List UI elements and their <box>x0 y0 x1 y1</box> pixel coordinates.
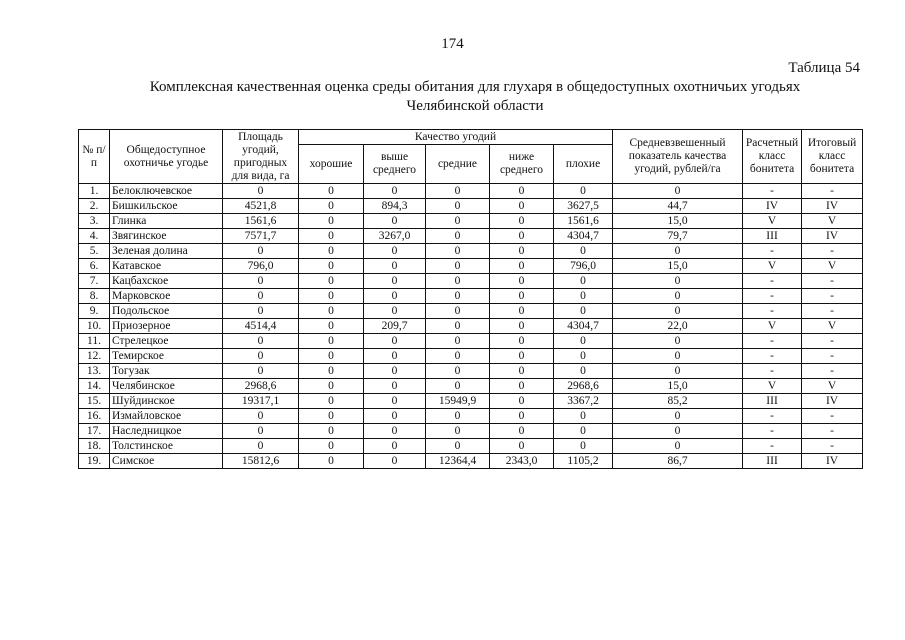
cell-mid: 0 <box>426 274 490 289</box>
cell-num: 12. <box>79 349 110 364</box>
cell-avg: 15,0 <box>613 379 743 394</box>
cell-area: 796,0 <box>223 259 299 274</box>
cell-area: 0 <box>223 349 299 364</box>
cell-calc-class: - <box>743 274 802 289</box>
cell-bad: 1561,6 <box>554 214 613 229</box>
cell-calc-class: - <box>743 424 802 439</box>
cell-final-class: - <box>802 424 863 439</box>
cell-num: 13. <box>79 364 110 379</box>
cell-good: 0 <box>299 364 364 379</box>
cell-final-class: - <box>802 289 863 304</box>
cell-final-class: IV <box>802 454 863 469</box>
cell-good: 0 <box>299 199 364 214</box>
cell-above: 0 <box>364 304 426 319</box>
cell-mid: 0 <box>426 409 490 424</box>
cell-below: 0 <box>490 379 554 394</box>
cell-good: 0 <box>299 454 364 469</box>
cell-avg: 0 <box>613 349 743 364</box>
cell-below: 0 <box>490 364 554 379</box>
cell-num: 9. <box>79 304 110 319</box>
table-row <box>79 379 863 394</box>
cell-good: 0 <box>299 439 364 454</box>
cell-area: 19317,1 <box>223 394 299 409</box>
cell-final-class: V <box>802 319 863 334</box>
cell-good: 0 <box>299 409 364 424</box>
cell-above: 0 <box>364 289 426 304</box>
cell-avg: 0 <box>613 424 743 439</box>
cell-calc-class: - <box>743 289 802 304</box>
cell-mid: 0 <box>426 259 490 274</box>
cell-num: 10. <box>79 319 110 334</box>
cell-num: 18. <box>79 439 110 454</box>
cell-below: 0 <box>490 214 554 229</box>
cell-above: 0 <box>364 424 426 439</box>
cell-name: Подольское <box>110 304 223 319</box>
cell-name: Белоключевское <box>110 184 223 199</box>
cell-calc-class: IV <box>743 199 802 214</box>
cell-good: 0 <box>299 229 364 244</box>
cell-calc-class: - <box>743 409 802 424</box>
cell-final-class: - <box>802 184 863 199</box>
cell-mid: 0 <box>426 244 490 259</box>
cell-below: 0 <box>490 289 554 304</box>
cell-good: 0 <box>299 289 364 304</box>
cell-bad: 0 <box>554 184 613 199</box>
cell-area: 0 <box>223 244 299 259</box>
cell-num: 3. <box>79 214 110 229</box>
header-q-below: ниже среднего <box>490 145 554 184</box>
cell-below: 0 <box>490 409 554 424</box>
cell-avg: 0 <box>613 244 743 259</box>
cell-calc-class: - <box>743 184 802 199</box>
cell-area: 7571,7 <box>223 229 299 244</box>
cell-below: 0 <box>490 439 554 454</box>
cell-area: 0 <box>223 364 299 379</box>
cell-below: 0 <box>490 334 554 349</box>
cell-above: 0 <box>364 184 426 199</box>
cell-below: 0 <box>490 274 554 289</box>
cell-name: Тогузак <box>110 364 223 379</box>
table-row <box>79 394 863 409</box>
cell-calc-class: - <box>743 349 802 364</box>
cell-num: 7. <box>79 274 110 289</box>
header-quality-group: Качество угодий <box>299 130 613 145</box>
cell-name: Приозерное <box>110 319 223 334</box>
cell-area: 0 <box>223 184 299 199</box>
page-number: 174 <box>441 36 464 52</box>
cell-above: 0 <box>364 409 426 424</box>
cell-num: 5. <box>79 244 110 259</box>
header-name: Общедоступное охотничье угодье <box>110 130 223 184</box>
cell-calc-class: III <box>743 394 802 409</box>
cell-area: 0 <box>223 334 299 349</box>
cell-above: 0 <box>364 364 426 379</box>
cell-final-class: - <box>802 274 863 289</box>
cell-bad: 0 <box>554 289 613 304</box>
header-final-class: Итоговый класс бонитета <box>802 130 863 184</box>
cell-area: 4521,8 <box>223 199 299 214</box>
cell-final-class: - <box>802 349 863 364</box>
cell-final-class: - <box>802 439 863 454</box>
header-calc-class: Расчетный класс бонитета <box>743 130 802 184</box>
cell-below: 0 <box>490 349 554 364</box>
cell-above: 894,3 <box>364 199 426 214</box>
cell-below: 0 <box>490 229 554 244</box>
cell-num: 2. <box>79 199 110 214</box>
cell-avg: 0 <box>613 409 743 424</box>
table-row <box>79 304 863 319</box>
table-row <box>79 424 863 439</box>
cell-name: Стрелецкое <box>110 334 223 349</box>
cell-good: 0 <box>299 214 364 229</box>
cell-bad: 0 <box>554 274 613 289</box>
cell-bad: 2968,6 <box>554 379 613 394</box>
cell-above: 0 <box>364 259 426 274</box>
cell-good: 0 <box>299 274 364 289</box>
cell-mid: 0 <box>426 379 490 394</box>
cell-area: 0 <box>223 409 299 424</box>
cell-below: 0 <box>490 319 554 334</box>
cell-good: 0 <box>299 394 364 409</box>
cell-final-class: - <box>802 334 863 349</box>
cell-good: 0 <box>299 244 364 259</box>
table-row <box>79 409 863 424</box>
cell-calc-class: III <box>743 454 802 469</box>
cell-above: 0 <box>364 394 426 409</box>
cell-above: 0 <box>364 379 426 394</box>
cell-avg: 0 <box>613 289 743 304</box>
cell-calc-class: - <box>743 334 802 349</box>
header-avg: Средневзвешенный показатель качества угодий, рублей/га <box>613 130 743 184</box>
cell-bad: 0 <box>554 409 613 424</box>
cell-num: 6. <box>79 259 110 274</box>
cell-name: Катавское <box>110 259 223 274</box>
cell-final-class: IV <box>802 229 863 244</box>
cell-mid: 0 <box>426 439 490 454</box>
cell-bad: 0 <box>554 364 613 379</box>
cell-final-class: - <box>802 409 863 424</box>
cell-good: 0 <box>299 379 364 394</box>
cell-name: Звягинское <box>110 229 223 244</box>
cell-num: 14. <box>79 379 110 394</box>
table-row <box>79 439 863 454</box>
cell-area: 2968,6 <box>223 379 299 394</box>
cell-below: 0 <box>490 259 554 274</box>
cell-mid: 0 <box>426 214 490 229</box>
cell-calc-class: - <box>743 439 802 454</box>
cell-area: 15812,6 <box>223 454 299 469</box>
cell-below: 0 <box>490 244 554 259</box>
cell-mid: 12364,4 <box>426 454 490 469</box>
table-row <box>79 319 863 334</box>
cell-name: Кацбахское <box>110 274 223 289</box>
cell-calc-class: - <box>743 364 802 379</box>
cell-bad: 1105,2 <box>554 454 613 469</box>
cell-num: 11. <box>79 334 110 349</box>
cell-area: 0 <box>223 274 299 289</box>
cell-above: 3267,0 <box>364 229 426 244</box>
cell-num: 1. <box>79 184 110 199</box>
cell-above: 209,7 <box>364 319 426 334</box>
cell-calc-class: V <box>743 214 802 229</box>
cell-final-class: V <box>802 379 863 394</box>
cell-final-class: IV <box>802 394 863 409</box>
cell-bad: 0 <box>554 244 613 259</box>
cell-final-class: IV <box>802 199 863 214</box>
cell-area: 0 <box>223 289 299 304</box>
table-row <box>79 214 863 229</box>
cell-name: Толстинское <box>110 439 223 454</box>
title-line-2: Челябинской области <box>406 98 544 114</box>
cell-mid: 0 <box>426 424 490 439</box>
title-line-1: Комплексная качественная оценка среды обитания для глухаря в общедоступных охотничьих угодьях <box>149 79 801 95</box>
cell-good: 0 <box>299 319 364 334</box>
table-row <box>79 289 863 304</box>
table-label: Таблица 54 <box>788 60 860 76</box>
cell-bad: 0 <box>554 349 613 364</box>
cell-above: 0 <box>364 214 426 229</box>
cell-mid: 0 <box>426 184 490 199</box>
document-title <box>80 78 870 116</box>
header-num: № п/п <box>79 130 110 184</box>
cell-name: Челябинское <box>110 379 223 394</box>
cell-mid: 0 <box>426 199 490 214</box>
table-row <box>79 244 863 259</box>
cell-bad: 0 <box>554 334 613 349</box>
cell-mid: 0 <box>426 229 490 244</box>
header-q-bad: плохие <box>554 145 613 184</box>
cell-above: 0 <box>364 454 426 469</box>
cell-good: 0 <box>299 259 364 274</box>
cell-bad: 3367,2 <box>554 394 613 409</box>
table-body <box>79 184 863 469</box>
cell-bad: 4304,7 <box>554 319 613 334</box>
cell-good: 0 <box>299 334 364 349</box>
cell-name: Марковское <box>110 289 223 304</box>
cell-bad: 4304,7 <box>554 229 613 244</box>
cell-below: 0 <box>490 199 554 214</box>
cell-avg: 0 <box>613 274 743 289</box>
cell-below: 0 <box>490 394 554 409</box>
cell-bad: 0 <box>554 424 613 439</box>
cell-calc-class: - <box>743 304 802 319</box>
cell-avg: 15,0 <box>613 259 743 274</box>
cell-name: Симское <box>110 454 223 469</box>
cell-area: 0 <box>223 304 299 319</box>
cell-name: Бишкильское <box>110 199 223 214</box>
cell-above: 0 <box>364 349 426 364</box>
cell-num: 15. <box>79 394 110 409</box>
cell-name: Глинка <box>110 214 223 229</box>
header-row-1 <box>79 130 863 145</box>
cell-name: Темирское <box>110 349 223 364</box>
cell-above: 0 <box>364 244 426 259</box>
cell-below: 0 <box>490 304 554 319</box>
cell-avg: 79,7 <box>613 229 743 244</box>
cell-final-class: - <box>802 364 863 379</box>
cell-area: 1561,6 <box>223 214 299 229</box>
cell-avg: 0 <box>613 364 743 379</box>
cell-bad: 796,0 <box>554 259 613 274</box>
cell-avg: 44,7 <box>613 199 743 214</box>
cell-mid: 0 <box>426 304 490 319</box>
cell-good: 0 <box>299 424 364 439</box>
cell-name: Шуйдинское <box>110 394 223 409</box>
table-row <box>79 454 863 469</box>
cell-avg: 86,7 <box>613 454 743 469</box>
cell-below: 2343,0 <box>490 454 554 469</box>
table-row <box>79 349 863 364</box>
cell-avg: 0 <box>613 439 743 454</box>
cell-num: 8. <box>79 289 110 304</box>
cell-mid: 15949,9 <box>426 394 490 409</box>
cell-avg: 15,0 <box>613 214 743 229</box>
cell-num: 17. <box>79 424 110 439</box>
cell-mid: 0 <box>426 349 490 364</box>
header-q-mid: средние <box>426 145 490 184</box>
cell-name: Зеленая долина <box>110 244 223 259</box>
cell-area: 0 <box>223 424 299 439</box>
cell-avg: 0 <box>613 184 743 199</box>
cell-final-class: V <box>802 259 863 274</box>
table-row <box>79 364 863 379</box>
cell-above: 0 <box>364 334 426 349</box>
cell-good: 0 <box>299 304 364 319</box>
cell-calc-class: V <box>743 379 802 394</box>
cell-area: 4514,4 <box>223 319 299 334</box>
cell-area: 0 <box>223 439 299 454</box>
cell-avg: 0 <box>613 304 743 319</box>
cell-mid: 0 <box>426 319 490 334</box>
cell-below: 0 <box>490 424 554 439</box>
cell-above: 0 <box>364 439 426 454</box>
cell-final-class: V <box>802 214 863 229</box>
cell-num: 16. <box>79 409 110 424</box>
cell-calc-class: - <box>743 244 802 259</box>
cell-final-class: - <box>802 244 863 259</box>
cell-mid: 0 <box>426 364 490 379</box>
cell-bad: 0 <box>554 304 613 319</box>
cell-good: 0 <box>299 349 364 364</box>
table-row <box>79 199 863 214</box>
cell-name: Наследницкое <box>110 424 223 439</box>
header-q-above: выше среднего <box>364 145 426 184</box>
cell-mid: 0 <box>426 334 490 349</box>
quality-table <box>78 129 863 469</box>
table-row <box>79 229 863 244</box>
cell-below: 0 <box>490 184 554 199</box>
cell-good: 0 <box>299 184 364 199</box>
table-row <box>79 259 863 274</box>
cell-num: 4. <box>79 229 110 244</box>
cell-calc-class: III <box>743 229 802 244</box>
cell-bad: 0 <box>554 439 613 454</box>
table-row <box>79 274 863 289</box>
cell-bad: 3627,5 <box>554 199 613 214</box>
cell-mid: 0 <box>426 289 490 304</box>
cell-avg: 22,0 <box>613 319 743 334</box>
table-row <box>79 334 863 349</box>
cell-calc-class: V <box>743 259 802 274</box>
table-row <box>79 184 863 199</box>
cell-num: 19. <box>79 454 110 469</box>
cell-avg: 85,2 <box>613 394 743 409</box>
cell-calc-class: V <box>743 319 802 334</box>
header-area: Площадь угодий, пригодных для вида, га <box>223 130 299 184</box>
cell-name: Измайловское <box>110 409 223 424</box>
cell-avg: 0 <box>613 334 743 349</box>
cell-final-class: - <box>802 304 863 319</box>
cell-above: 0 <box>364 274 426 289</box>
header-q-good: хорошие <box>299 145 364 184</box>
